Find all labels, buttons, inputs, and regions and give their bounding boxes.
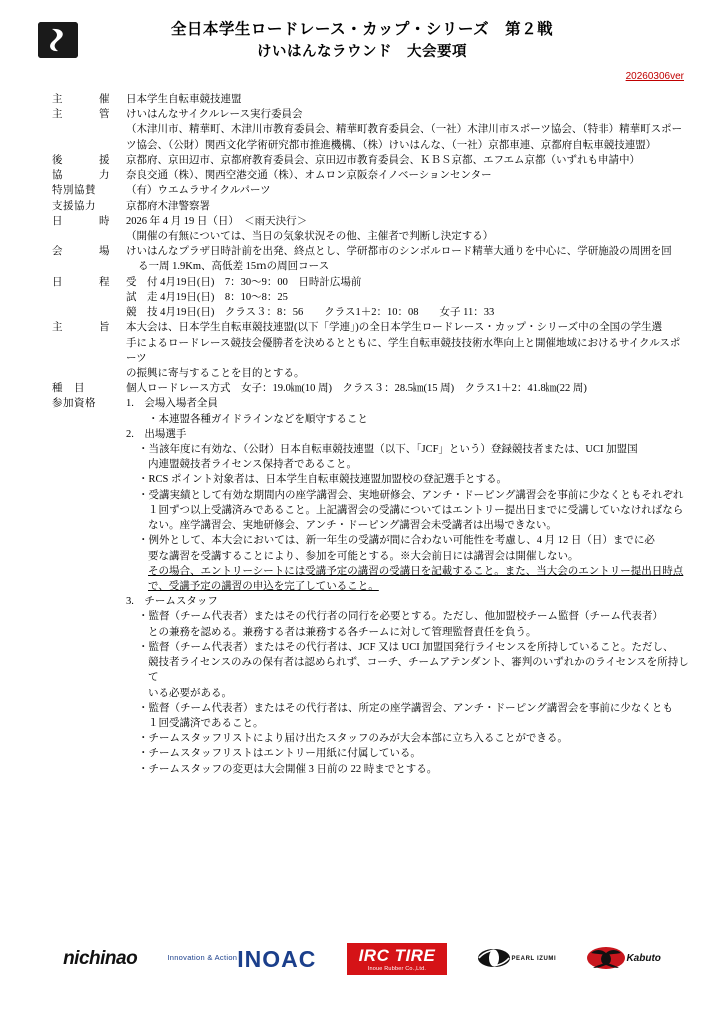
label-nichiji-b: 時 (99, 215, 110, 227)
sponsor-logo-pearl-izumi (477, 939, 556, 979)
value-kaijou (126, 244, 690, 274)
value-kyouryoku: 奈良交通（株）、関西空港交通（株）、オムロン京阪奈イノベーションセンター (126, 170, 492, 182)
sponsor-logo-nichinao (63, 939, 137, 979)
value-kouen: 京都府、京田辺市、京都府教育委員会、京田辺市教育委員会、ＫＢＳ京都、エフエム京都（いずれも申請中） (126, 154, 640, 166)
shikaku-item-2-bullet-5: １回ずつ以上受講済みであること。上記講習会の受講についてはエントリー提出日までに受講していなければなら (148, 504, 684, 516)
row-shusai (52, 92, 690, 107)
row-shien-kyouryoku (52, 199, 690, 214)
label-nichiji-a: 日 (52, 215, 63, 227)
label-nittei-b: 程 (99, 276, 110, 288)
shikaku-item-2-bullet-1: ・当該年度に有効な、（公財）日本自転車競技連盟（以下、「JCF」という）登録競技者または、UCI 加盟国 (138, 444, 638, 456)
row-kouen (52, 153, 690, 168)
row-nichiji (52, 214, 690, 244)
nittei-row-kyougi: 競 技 4月19日(日) クラス３：8：56 クラス1＋2：10：08 女子 11：33 (126, 307, 495, 319)
document-body (34, 92, 690, 777)
label-shusai-a: 主 (52, 94, 63, 105)
label-shusai-b: 催 (99, 94, 110, 105)
kabuto-icon (586, 946, 626, 970)
label-kyouryoku-a: 協 (52, 170, 63, 182)
value-shushi-line2: 手によるロードレース競技会優勝者を決めるとともに、学生自転車競技技術水準向上と開催地域におけるサイクルスポーツ (126, 337, 681, 364)
value-nichiji-detail: （開催の有無については、当日の気象状況その他、主催者で判断し決定する） (126, 230, 494, 242)
value-shukan-main: けいはんなサイクルレース実行委員会 (126, 109, 303, 121)
shikaku-item-3-bullet-3: ・監督（チーム代表者）またはその代行者は、JCF 又は UCI 加盟国発行ライセンスを所持していること。ただし、 (138, 641, 674, 653)
shikaku-item-3-bullet-1: ・監督（チーム代表者）またはその代行者の同行を必要とする。ただし、他加盟校チーム監督（チーム代表者） (138, 611, 663, 623)
label-nichiji (52, 214, 126, 229)
shikaku-item-3-bullet-10: ・チームスタッフの変更は大会開催 3 日前の 22 時までとする。 (138, 763, 438, 775)
label-kaijou-a: 会 (52, 246, 63, 258)
inoac-wordmark: INOAC (237, 945, 317, 972)
sponsor-logo-irc (347, 939, 448, 979)
label-kouen (52, 153, 126, 168)
label-shushi (52, 320, 126, 335)
value-nittei (126, 275, 690, 321)
label-kyouryoku-b: 力 (99, 170, 110, 182)
sponsor-strip (0, 936, 724, 982)
label-shukan (52, 107, 126, 122)
shikaku-item-3-bullet-7: １回受講済であること。 (148, 717, 264, 729)
row-shushi (52, 320, 690, 381)
row-sanka-shikaku (52, 396, 690, 776)
value-shukan (126, 107, 690, 153)
shikaku-item-3-heading: 3. チームスタッフ (126, 596, 218, 608)
shikaku-item-2-bullet-2: 内連盟競技者ライセンス保持者であること。 (148, 459, 358, 471)
value-kaijou-line1: けいはんなプラザ日時計前を出発、終点とし、学研都市のシンボルロード精華大通りを中心に、学研施設の周囲を回 (126, 246, 672, 258)
inoac-tagline: Innovation & Action (167, 953, 238, 963)
shikaku-item-2-bullet-9: その場合、エントリーシートには受講予定の講習の受講日を記載すること。また、当大会のエントリー提出日時点 (148, 565, 684, 577)
title-block (34, 14, 690, 64)
value-sanka-shikaku (126, 396, 690, 776)
value-shushi-line1: 本大会は、日本学生自転車競技連盟(以下「学連」)の全日本学生ロードレース・カップ・シリーズ中の全国の学生選 (126, 322, 663, 334)
label-shukan-a: 主 (52, 109, 63, 121)
label-kouen-b: 援 (99, 154, 110, 166)
label-shusai (52, 92, 126, 107)
shikaku-item-2-bullet-10: で、受講予定の講習の申込を完了していること。 (148, 581, 379, 592)
label-shien-kyouryoku: 支援協力 (52, 200, 96, 212)
row-kaijou (52, 244, 690, 274)
shikaku-item-2-bullet-3: ・RCS ポイント対象者は、日本学生自転車競技連盟加盟校の登記選手とする。 (138, 474, 507, 486)
irc-subtext: Inoue Rubber Co.,Ltd. (367, 965, 427, 972)
pearl-izumi-wordmark: PEARL IZUMI (511, 956, 557, 962)
value-nichiji-main: 2026 年 4 月 19 日（日） ＜雨天決行＞ (126, 215, 308, 227)
shikaku-item-1-heading: 1. 会場入場者全員 (126, 398, 218, 410)
shikaku-item-3-bullet-5: いる必要がある。 (148, 687, 232, 699)
row-tokubetsu-kyousan (52, 183, 690, 198)
label-kyouryoku (52, 168, 126, 183)
label-shumoku: 種 目 (52, 383, 85, 395)
shikaku-item-1-bullet-1: ・本連盟各種ガイドラインなどを順守すること (148, 413, 368, 425)
row-nittei (52, 275, 690, 321)
row-kyouryoku (52, 168, 690, 183)
page-title: 全日本学生ロードレース・カップ・シリーズ 第２戦 (170, 21, 554, 38)
version-stamp: 20260306ver (625, 71, 684, 82)
label-tokubetsu-kyousan: 特別協賛 (52, 185, 96, 197)
nittei-row-uketsuke: 受 付 4月19日(日) 7：30～9：00 日時計広場前 (126, 276, 362, 288)
label-nittei-a: 日 (52, 276, 63, 288)
value-nichiji (126, 214, 690, 244)
label-nittei (52, 275, 126, 290)
shikaku-item-2-bullet-4: ・受講実績として有効な期間内の座学講習会、実地研修会、アンチ・ドーピング講習会を事前に少なくともそれぞれ (138, 489, 684, 501)
shikaku-item-3-bullet-8: ・チームスタッフリストにより届け出たスタッフのみが大会本部に立ち入ることができる。 (138, 733, 568, 745)
row-shukan (52, 107, 690, 153)
pearl-izumi-icon (477, 947, 511, 969)
sponsor-logo-kabuto (586, 939, 660, 979)
page-subtitle: けいはんなラウンド 大会要項 (257, 44, 467, 61)
label-sanka-shikaku: 参加資格 (52, 398, 96, 410)
shikaku-item-2-bullet-6: ない。座学講習会、実地研修会、アンチ・ドーピング講習会未受講者は出場できない。 (148, 520, 557, 532)
nittei-row-shisou: 試 走 4月19日(日) 8：10～8：25 (126, 291, 288, 303)
nichinao-wordmark: nichinao (63, 948, 138, 970)
shikaku-item-2-bullet-7: ・例外として、本大会においては、新一年生の受講が間に合わない可能性を考慮し、4 月 12 日（日）までに必 (138, 535, 655, 547)
value-shukan-detail: （木津川市、精華町、木津川市教育委員会、精華町教育委員会、（一社）木津川市スポーツ協会、（特非）精華町スポーツ協会、（公財）関西文化学術研究都市推進機構、（株）けいはんな、（一社）京都車連、京都府自転車競技連盟） (126, 124, 683, 151)
label-kaijou (52, 244, 126, 259)
shikaku-item-3-bullet-2: との兼務を認める。兼務する者は兼務する各チームに対して管理監督責任を負う。 (148, 626, 537, 638)
irc-wordmark: IRC TIRE (358, 945, 436, 965)
shimano-logo-icon (38, 22, 78, 58)
value-shushi-line3: の振興に寄与することを目的とする。 (126, 367, 305, 379)
shikaku-item-3-bullet-6: ・監督（チーム代表者）またはその代行者は、所定の座学講習会、アンチ・ドーピング講習会を事前に少なくとも (138, 702, 673, 714)
label-shushi-a: 主 (52, 322, 63, 334)
value-tokubetsu-kyousan: （有）ウエムラサイクルパーツ (126, 185, 271, 197)
document-header (34, 14, 690, 82)
shikaku-item-3-bullet-9: ・チームスタッフリストはエントリー用紙に付属している。 (138, 748, 421, 760)
sponsor-logo-inoac (167, 939, 316, 979)
irc-badge (347, 943, 448, 976)
value-shushi (126, 320, 690, 381)
shikaku-item-3-bullet-4: 競技者ライセンスのみの保有者は認められず、コーチ、チームアテンダント、審判のいずれかのライセンスを所持して (148, 657, 689, 684)
shikaku-item-2-heading: 2. 出場選手 (126, 428, 187, 440)
label-kouen-a: 後 (52, 154, 63, 166)
label-shukan-b: 管 (99, 109, 110, 121)
shikaku-item-2-bullet-8: 要な講習を受講することにより、参加を可能とする。※大会前日には講習会は開催しない。 (148, 550, 579, 562)
row-shumoku (52, 381, 690, 396)
value-shusai: 日本学生自転車競技連盟 (126, 94, 242, 105)
value-shien-kyouryoku: 京都府木津警察署 (126, 200, 210, 212)
label-shushi-b: 旨 (99, 322, 110, 334)
value-kaijou-line2: る一周 1.9Km、高低差 15ｍの周回コース (138, 261, 330, 273)
label-kaijou-b: 場 (99, 246, 110, 258)
kabuto-wordmark: Kabuto (626, 953, 661, 964)
value-shumoku: 個人ロードレース方式 女子：19.0㎞(10 周) クラス３：28.5㎞(15 周) クラス1＋2：41.8㎞(22 周) (126, 383, 587, 395)
